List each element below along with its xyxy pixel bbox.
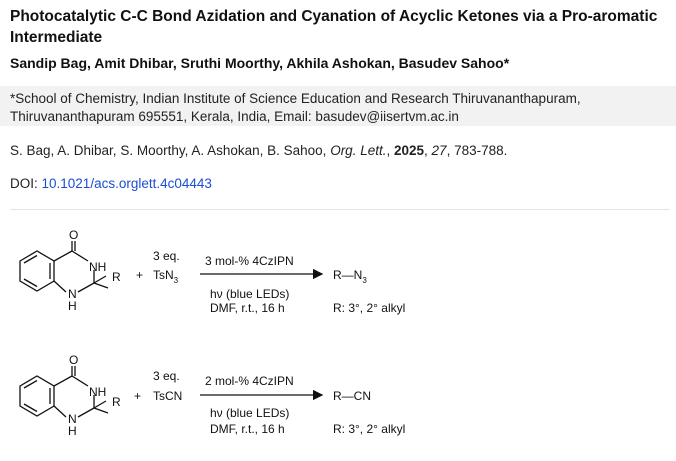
doi-link[interactable]: 10.1021/acs.orglett.4c04443 — [41, 176, 212, 191]
scope-1: R: 3°, 2° alkyl — [333, 301, 406, 315]
paper-title: Photocatalytic C-C Bond Azidation and Cyanation of Acyclic Ketones via a Pro-aromatic Intermediate — [10, 8, 658, 46]
reaction-scheme — [0, 228, 676, 458]
product-2: R—CN — [333, 389, 371, 403]
light-source-1: hν (blue LEDs) — [210, 287, 290, 301]
citation-authors: S. Bag, A. Dhibar, S. Moorthy, A. Ashokan, B. Sahoo, — [10, 143, 331, 158]
affiliation-text: *School of Chemistry, Indian Institute of Science Education and Research Thiruvananthapuram, Thiruvananthapuram 695551, Kerala, India, Email: basudev@iisertvm.ac.in — [10, 91, 581, 124]
scope-2: R: 3°, 2° alkyl — [333, 422, 406, 436]
nh-label-2: NH — [89, 385, 107, 399]
reaction-1 — [20, 228, 405, 315]
n-label-2: N — [68, 412, 77, 426]
doi-line — [10, 176, 212, 191]
doi-label: DOI: — [10, 176, 42, 191]
r-label-2: R — [112, 395, 121, 409]
citation-year: 2025 — [393, 143, 425, 158]
citation-sep-2: , — [424, 143, 432, 158]
h-label-2: H — [68, 424, 77, 438]
section-divider — [10, 209, 670, 210]
r-label-1: R — [112, 270, 121, 284]
reagent-2: TsCN — [153, 389, 183, 403]
nh-label-1: NH — [89, 260, 107, 274]
author-list: Sandip Bag, Amit Dhibar, Sruthi Moorthy, Akhila Ashokan, Basudev Sahoo* — [10, 55, 510, 71]
light-source-2: hν (blue LEDs) — [210, 406, 290, 420]
citation — [10, 143, 507, 158]
citation-volume: 27 — [431, 143, 447, 158]
citation-pages: , 783-788. — [446, 143, 508, 158]
carbonyl-o-1: O — [69, 228, 79, 242]
plus-sign-1: + — [136, 268, 144, 282]
n-label-1: N — [68, 287, 77, 301]
h-label-1: H — [68, 299, 77, 313]
reagent-eq-1: 3 eq. — [153, 249, 180, 263]
conditions-2: DMF, r.t., 16 h — [210, 422, 285, 436]
reagent-eq-2: 3 eq. — [153, 369, 180, 383]
reaction-2 — [20, 353, 405, 438]
citation-sep: , — [386, 143, 394, 158]
conditions-1: DMF, r.t., 16 h — [210, 301, 285, 315]
product-1: $R—N_3$ — [333, 268, 367, 285]
carbonyl-o-2: O — [69, 353, 79, 367]
reagent-1: TsN$_3$ — [153, 268, 179, 285]
citation-journal: Org. Lett. — [330, 143, 387, 158]
catalyst-2: 2 mol-% 4CzIPN — [205, 374, 294, 388]
catalyst-1: 3 mol-% 4CzIPN — [205, 254, 294, 268]
plus-sign-2: + — [134, 389, 142, 403]
affiliation-box — [0, 86, 676, 126]
